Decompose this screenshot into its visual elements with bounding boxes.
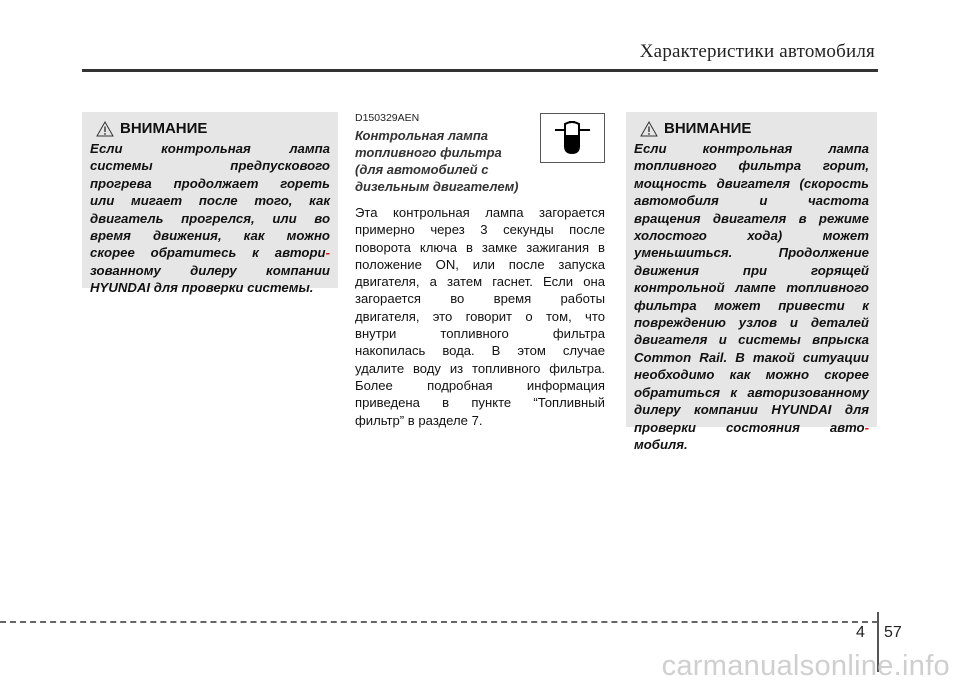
chapter-number: 4 [856, 624, 865, 641]
body-line: фильтр” в разделе 7. [355, 412, 483, 428]
text-line: автомобиля и частота [634, 193, 869, 209]
text-line: или мигает после того, как [90, 193, 330, 209]
text-line: дилеру компании HYUNDAI для [634, 402, 869, 418]
section-title [355, 127, 533, 195]
text-line: необходимо как можно скорее [634, 367, 869, 383]
body-line: Эта контрольная лампа загорается [355, 205, 605, 220]
text-line: Если контрольная лампа [634, 141, 869, 156]
text-line: фильтра может привести к [634, 297, 869, 313]
title-line: Контрольная лампа [355, 128, 488, 143]
warning-title-left [96, 120, 330, 137]
text-line: зованному дилеру компании [90, 262, 330, 278]
body-line: Более подробная информация [355, 377, 605, 393]
text-line: топливного фильтра горит, [634, 158, 869, 174]
hyphen-mark: - [325, 245, 330, 261]
body-line: приведена в пункте “Топливный [355, 395, 605, 411]
fuel-filter-warning-icon [540, 113, 605, 163]
warning-title-right [640, 120, 869, 137]
warning-triangle-icon [96, 121, 114, 137]
hyphen-mark: - [864, 419, 869, 435]
warning-box-left [82, 112, 338, 296]
text-line: повреждению узлов и деталей [634, 315, 869, 331]
text-line-hyphenated [90, 244, 330, 261]
text-line: мобиля. [634, 436, 688, 452]
header-rule [82, 69, 878, 72]
text-line: холостого хода) может [634, 228, 869, 244]
text-line: Common Rail. В такой ситуации [634, 349, 869, 365]
warning-title-text: ВНИМАНИЕ [664, 120, 752, 137]
text-line-hyphenated [634, 419, 869, 436]
body-line: удалите воду из топливного фильтра. [355, 360, 605, 376]
text-line: время движения, как можно [90, 228, 330, 244]
section-body [355, 204, 605, 429]
body-line: накопилась вода. В этом случае [355, 343, 605, 359]
warning-title-text: ВНИМАНИЕ [120, 120, 208, 137]
warning-triangle-icon [640, 121, 658, 137]
body-line: загорается во время работы [355, 291, 605, 307]
watermark: carmanualsonline.info [661, 650, 950, 682]
text-line: контрольной лампе топливного [634, 280, 869, 296]
title-line: (для автомобилей с [355, 162, 489, 177]
section-code: D150329AEN [355, 112, 420, 124]
text-line: двигателя и системы впрыска [634, 332, 869, 348]
title-line: дизельным двигателем) [355, 179, 519, 194]
text-segment: проверки состояния авто [634, 419, 865, 435]
warning-box-right [626, 112, 877, 452]
text-line: вращения двигателя в режиме [634, 210, 869, 226]
body-line: двигателя, а затем гаснет. Если она [355, 274, 605, 290]
page-number: 57 [884, 624, 902, 641]
body-line: примерно через 3 секунды после [355, 222, 605, 238]
body-line: внутри топливного фильтра [355, 326, 605, 342]
text-segment: скорее обратитесь к автори [90, 245, 326, 261]
body-line: положение ON, или после запуска [355, 256, 605, 272]
text-line: системы предпускового [90, 158, 330, 174]
text-line: Если контрольная лампа [90, 141, 330, 156]
body-line: двигателя, это говорит о том, что [355, 308, 605, 324]
body-line: поворота ключа в замке зажигания в [355, 239, 605, 255]
text-line: обратиться к авторизованному [634, 384, 869, 400]
warning-text-right [634, 140, 869, 453]
text-line: уменьшиться. Продолжение [634, 245, 869, 261]
page-header-title: Характеристики автомобиля [639, 41, 875, 62]
text-line: двигатель прогрелся, или во [90, 210, 330, 226]
title-line: топливного фильтра [355, 145, 502, 160]
text-line: прогрева продолжает гореть [90, 175, 330, 191]
text-line: HYUNDAI для проверки системы. [90, 280, 314, 296]
text-line: мощность двигателя (скорость [634, 175, 869, 191]
warning-text-left [90, 140, 330, 297]
text-line: движения при горящей [634, 262, 869, 278]
footer-dashed-rule [0, 621, 878, 623]
